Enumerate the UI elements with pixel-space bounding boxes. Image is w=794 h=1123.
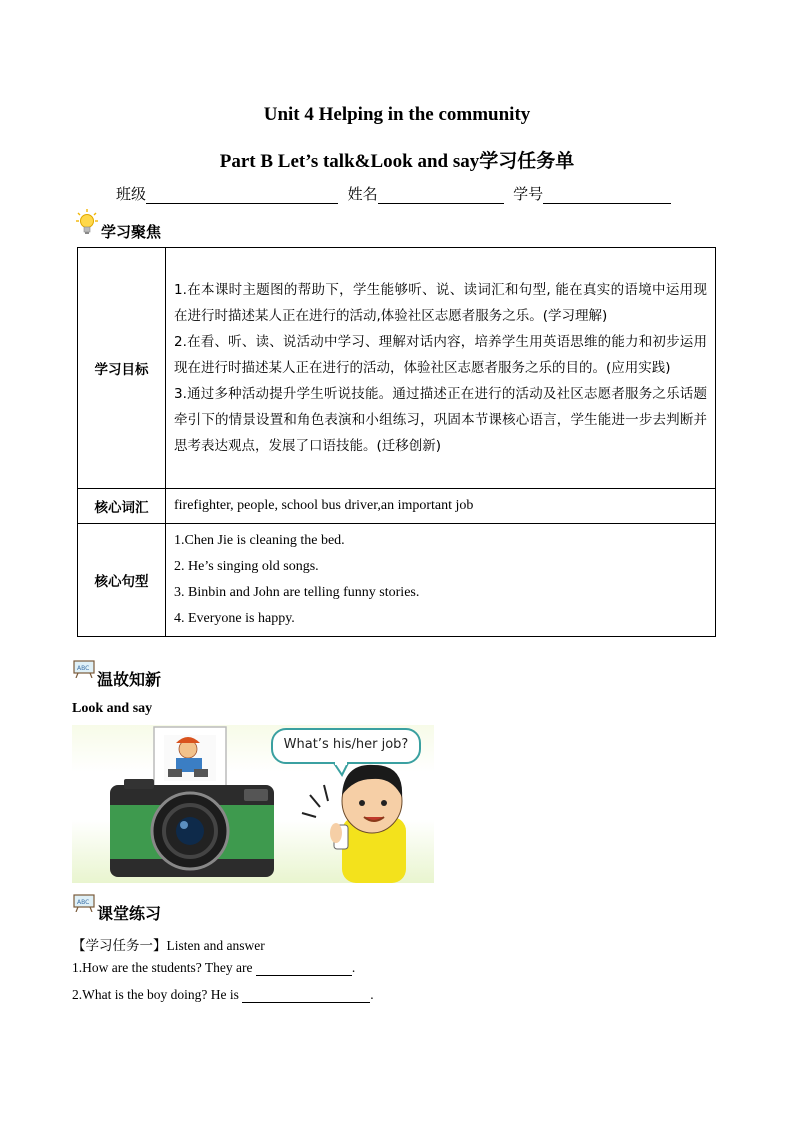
page-title: Unit 4 Helping in the community <box>263 104 531 125</box>
answer-blank-1[interactable] <box>256 961 352 976</box>
question-2: 2.What is the boy doing? He is . <box>72 987 374 1002</box>
sentences-label: 核心句型 <box>78 524 166 637</box>
goal-item-2: 2.在看、听、读、说活动中学习、理解对话内容，培养学生用英语思维的能力和初步运用现在进行时描述某人正在进行的活动，体验社区志愿者服务之乐的目的。(应用实践) <box>174 334 707 376</box>
svg-text:ABC: ABC <box>77 665 90 672</box>
abc-board-icon <box>73 894 95 912</box>
lightbulb-icon <box>76 209 98 237</box>
vocab-label: 核心词汇 <box>78 489 166 524</box>
abc-board-icon <box>73 660 95 678</box>
sentences-row <box>78 524 716 637</box>
sentence-4: 4. Everyone is happy. <box>174 611 295 626</box>
goal-item-1: 1.在本课时主题图的帮助下，学生能够听、说、读词汇和句型, 能在真实的语境中运用现在进行时描述某人正在进行的活动,体验社区志愿者服务之乐。(学习理解) <box>174 282 707 324</box>
name-label: 姓名 <box>347 185 378 203</box>
question-1: 1.How are the students? They are . <box>72 960 356 975</box>
goals-row <box>78 248 716 489</box>
sentence-3: 3. Binbin and John are telling funny stories. <box>174 585 420 600</box>
goal-item-3: 3.通过多种活动提升学生听说技能。通过描述正在进行的活动及社区志愿者服务之乐话题牵引下的情景设置和角色表演和小组练习，巩固本节课核心语言，学生能进一步去判断并思考表达观点，发展了口语技能。(迁移创新) <box>174 386 707 454</box>
name-field[interactable] <box>378 187 504 204</box>
answer-blank-2[interactable] <box>242 988 370 1003</box>
vocab-row <box>78 489 716 524</box>
number-field[interactable] <box>543 187 671 204</box>
activity-title: Look and say <box>72 701 153 716</box>
question-2-text: 2.What is the boy doing? He is <box>72 987 239 1002</box>
class-label: 班级 <box>116 185 147 203</box>
sentence-2: 2. He’s singing old songs. <box>174 559 319 574</box>
page-subtitle: Part B Let’s talk&Look and say学习任务单 <box>219 151 575 172</box>
goals-cell <box>166 248 716 489</box>
review-heading: 温故知新 <box>97 670 162 689</box>
student-info-line <box>116 183 671 204</box>
task-title: 【学习任务一】Listen and answer <box>72 938 265 953</box>
number-label: 学号 <box>513 185 544 203</box>
speech-bubble-text: What’s his/her job? <box>283 737 409 752</box>
focus-table <box>77 247 716 637</box>
question-1-text: 1.How are the students? They are <box>72 960 253 975</box>
sentences-cell <box>166 524 716 637</box>
goals-label: 学习目标 <box>78 248 166 489</box>
vocab-cell: firefighter, people, school bus driver,an important job <box>166 489 716 524</box>
focus-heading: 学习聚焦 <box>101 223 162 241</box>
class-field[interactable] <box>146 187 338 204</box>
look-and-say-illustration <box>72 725 434 883</box>
practice-heading: 课堂练习 <box>97 904 162 923</box>
sentence-1: 1.Chen Jie is cleaning the bed. <box>174 533 345 548</box>
svg-text:ABC: ABC <box>77 899 90 906</box>
